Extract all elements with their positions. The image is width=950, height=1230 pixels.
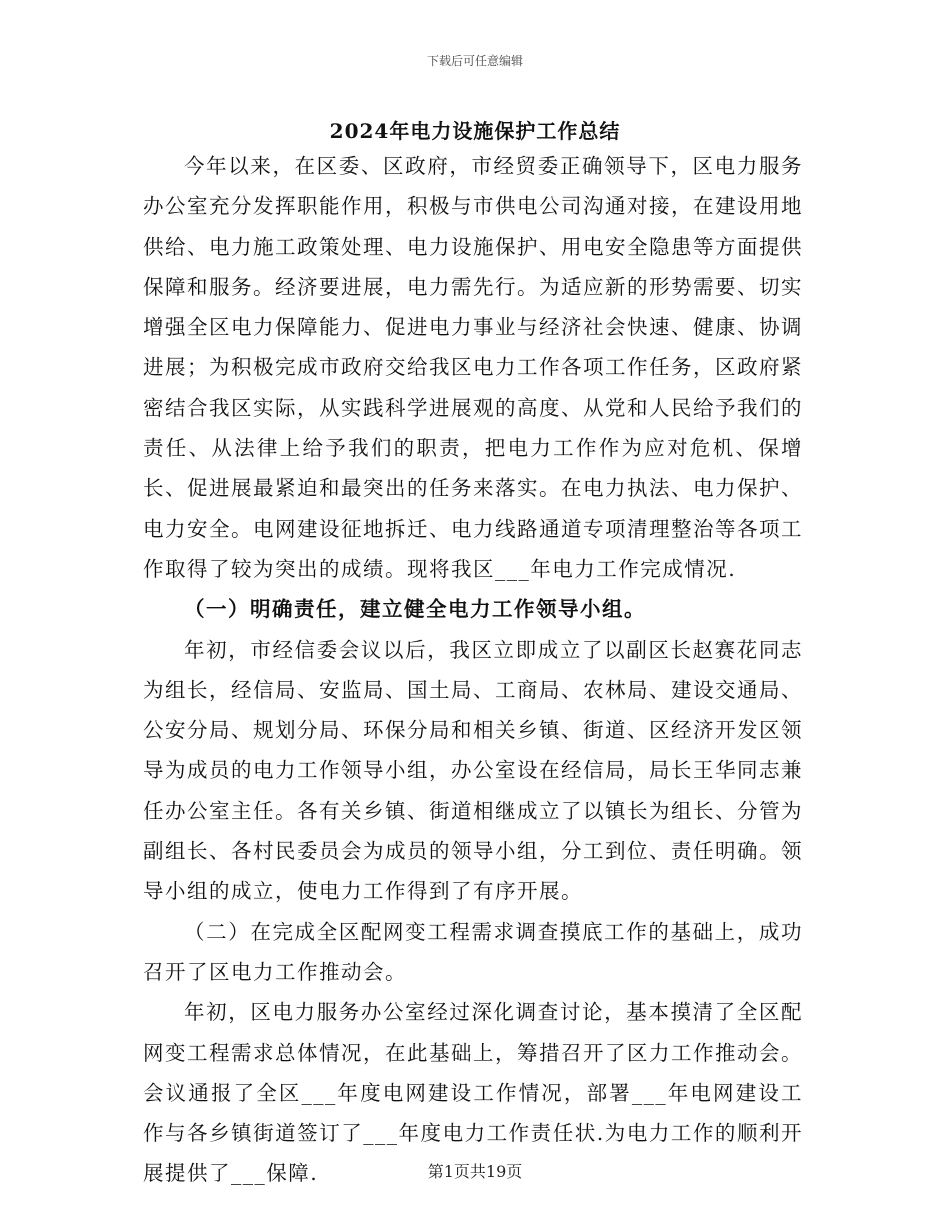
section-heading-1: （一）明确责任，建立健全电力工作领导小组。: [184, 597, 646, 622]
document-title: 2024年电力设施保护工作总结: [329, 119, 621, 143]
paragraph-section-1: 年初，市经信委会议以后，我区立即成立了以副区长赵赛花同志为组长，经信局、安监局、国土局、工商局、农林局、建设交通局、公安分局、规划分局、环保分局和相关乡镇、街道、区经济开发区领导为成员的电力工作领导小组，办公室设在经信局，局长王华同志兼任办公室主任。各有关乡镇、街道相继成立了以镇长为组长、分管为副组长、各村民委员会为成员的领导小组，分工到位、责任明确。领导小组的成立，使电力工作得到了有序开展。: [143, 637, 803, 904]
paragraph-section-2: 年初，区电力服务办公室经过深化调查讨论，基本摸清了全区配网变工程需求总体情况，在此基础上，筹措召开了区力工作推动会。会议通报了全区___年度电网建设工作情况，部署___年电网建设工作与各乡镇街道签订了___年度电力工作责任状.为电力工作的顺利开展提供了___保障.: [143, 1000, 803, 1186]
paragraph-intro: 今年以来，在区委、区政府，市经贸委正确领导下，区电力服务办公室充分发挥职能作用，积极与市供电公司沟通对接，在建设用地供给、电力施工政策处理、电力设施保护、用电安全隐患等方面提供保障和服务。经济要进展，电力需先行。为适应新的形势需要、切实增强全区电力保障能力、促进电力事业与经济社会快速、健康、协调进展；为积极完成市政府交给我区电力工作各项工作任务，区政府紧密结合我区实际，从实践科学进展观的高度、从党和人民给予我们的责任、从法律上给予我们的职责，把电力工作作为应对危机、保增长、促进展最紧迫和最突出的任务来落实。在电力执法、电力保护、电力安全。电网建设征地拆迁、电力线路通道专项清理整治等各项工作取得了较为突出的成绩。现将我区___年电力工作完成情况.: [143, 154, 803, 581]
page-header-note: 下载后可任意编辑: [426, 54, 523, 68]
page-number: 第1页共19页: [427, 1162, 523, 1181]
section-heading-2: （二）在完成全区配网变工程需求调查摸底工作的基础上，成功召开了区电力工作推动会。: [143, 919, 803, 984]
document-body: [143, 146, 803, 1194]
